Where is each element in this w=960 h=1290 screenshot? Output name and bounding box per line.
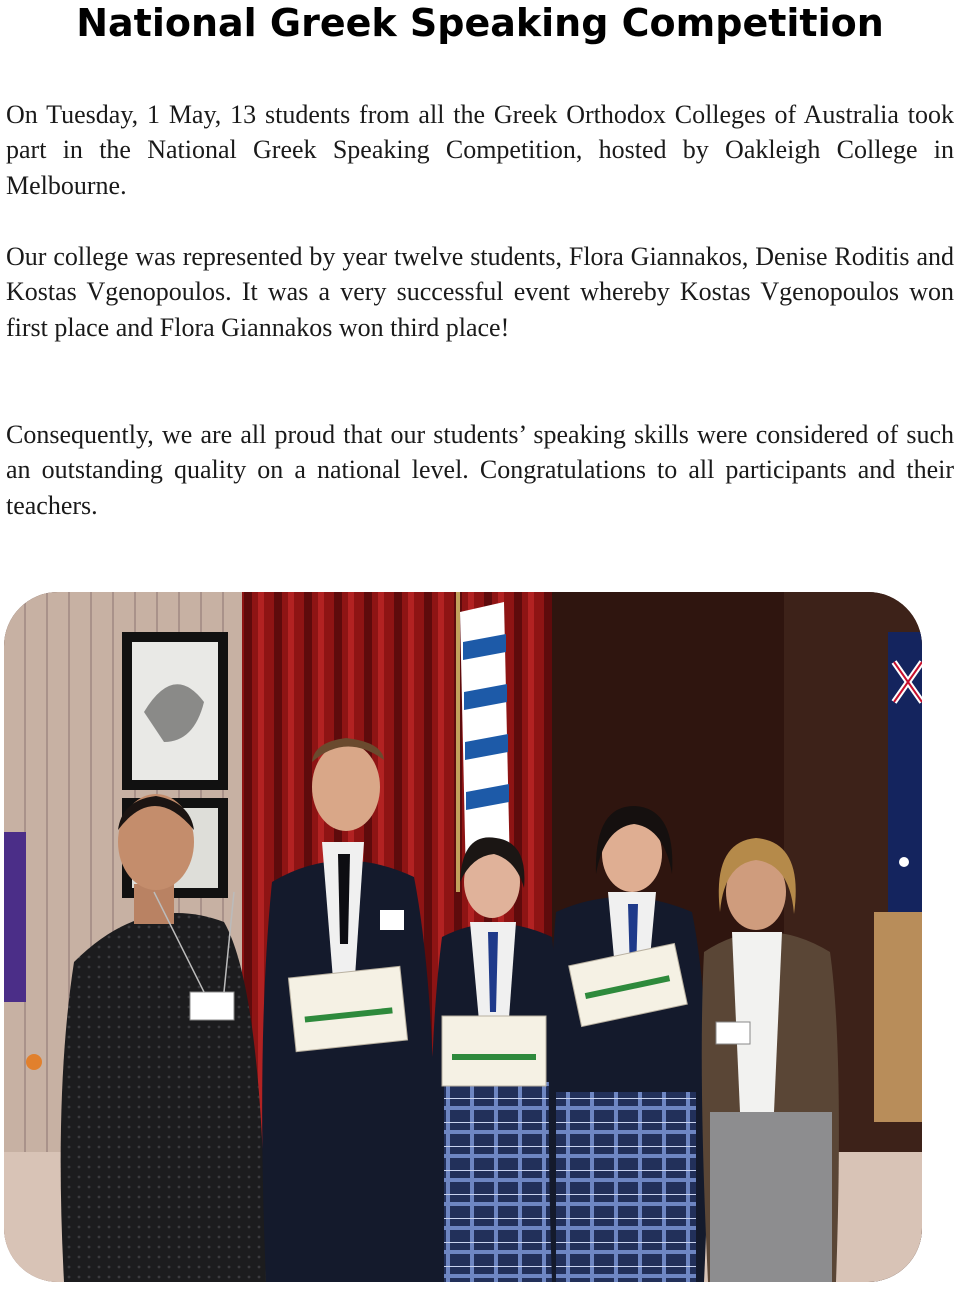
group-photo	[4, 592, 922, 1282]
certificate-first-place	[288, 966, 407, 1051]
certificate-participation	[442, 1016, 546, 1086]
paragraph-intro: On Tuesday, 1 May, 13 students from all the Greek Orthodox Colleges of Australia took part in the National Greek Speaking Competition, hosted by Oakleigh College in Melbourne.	[6, 100, 954, 200]
paragraph-representatives: Our college was represented by year twelve students, Flora Giannakos, Denise Roditis and Kostas Vgenopoulos. It was a very successful event whereby Kostas Vgenopoulos won first place and Flora Giannakos won third place!	[6, 242, 954, 342]
page-title: National Greek Speaking Competition	[76, 1, 884, 45]
australian-flag	[888, 632, 922, 912]
paragraph-conclusion: Consequently, we are all proud that our students’ speaking skills were considered of such an outstanding quality on a national level. Congratulations to all participants and their teachers.	[6, 420, 954, 520]
